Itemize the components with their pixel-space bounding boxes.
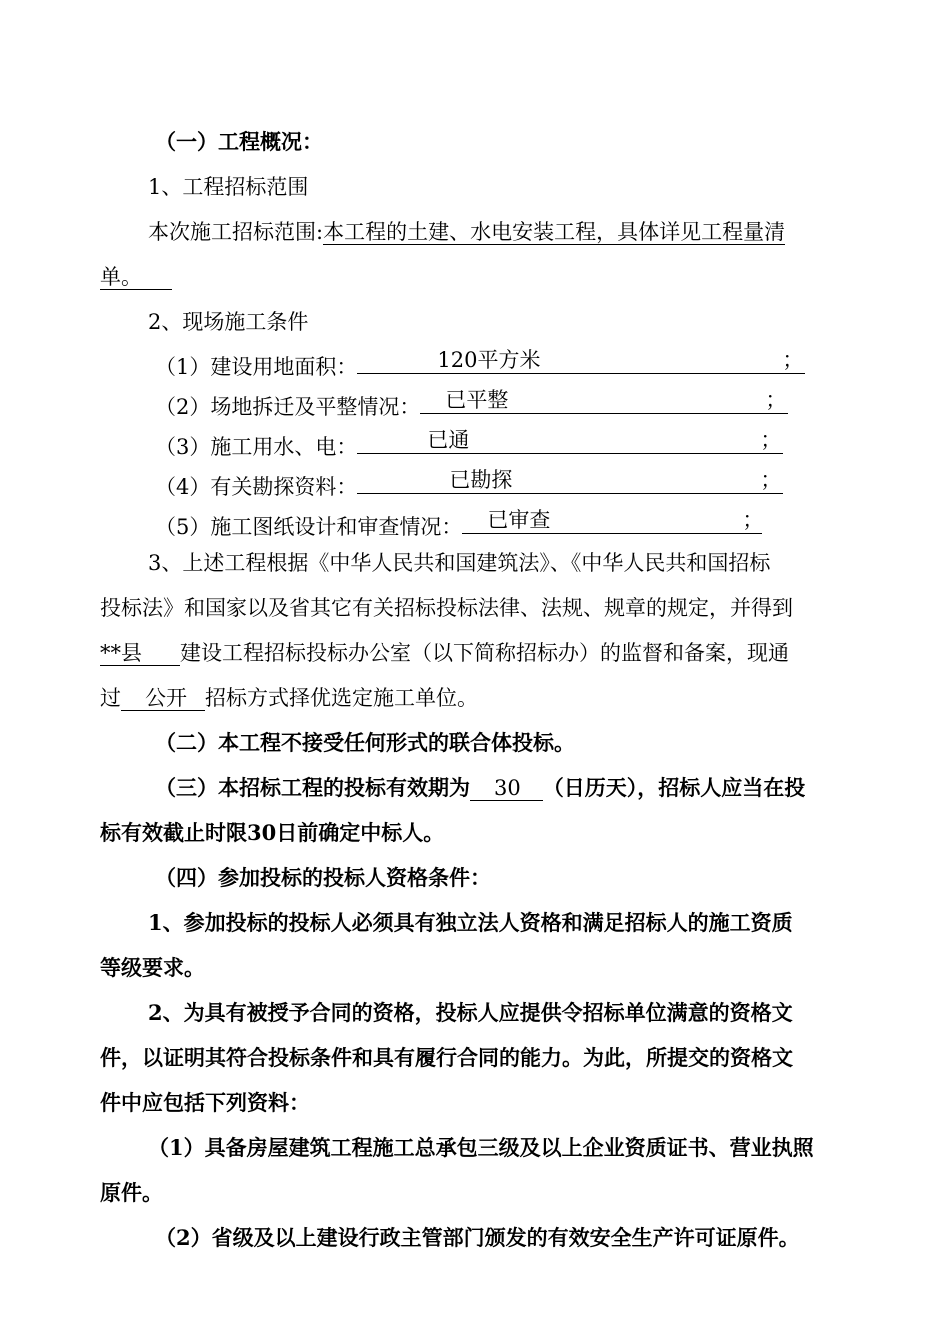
- qualification-2-line-3: 件中应包括下列资料：: [100, 1090, 310, 1115]
- scope-item-title: 1、工程招标范围: [148, 175, 309, 199]
- qualification-1-line-1: 1、参加投标的投标人必须具有独立法人资格和满足招标人的施工资质: [148, 910, 793, 935]
- section-3-line-1: [155, 773, 915, 803]
- legal-basis-line-4: [100, 683, 860, 713]
- condition-row-3: [155, 427, 915, 462]
- condition-value: 已勘探: [449, 468, 513, 492]
- validity-days: 30: [470, 776, 543, 801]
- condition-blank: [357, 427, 783, 454]
- scope-value: 本工程的土建、水电安装工程，具体详见工程量清: [323, 220, 786, 244]
- condition-value: 已审查: [487, 508, 551, 532]
- scope-prefix: 本次施工招标范围:: [148, 220, 324, 244]
- requirement-1-line-1: （1）具备房屋建筑工程施工总承包三级及以上企业资质证书、营业执照: [148, 1135, 814, 1160]
- scope-line-2: [100, 262, 860, 292]
- qualification-2-line-1: 2、为具有被授予合同的资格，投标人应提供令招标单位满意的资格文: [148, 1000, 793, 1025]
- condition-label: （1）建设用地面积：: [155, 355, 358, 379]
- legal-basis-rest: 建设工程招标投标办公室（以下简称招标办）的监督和备案，现通: [180, 641, 789, 665]
- condition-end: ；: [742, 508, 764, 532]
- condition-end: ；: [760, 468, 782, 492]
- condition-end: ；: [760, 428, 782, 452]
- condition-row-4: [155, 467, 915, 502]
- site-conditions-title: 2、现场施工条件: [148, 310, 309, 334]
- condition-label: （3）施工用水、电：: [155, 435, 358, 459]
- condition-end: ；: [782, 348, 804, 372]
- validity-prefix: （三）本招标工程的投标有效期为: [155, 775, 470, 800]
- legal-basis-line-1: 3、上述工程根据《中华人民共和国建筑法》、《中华人民共和国招标: [148, 551, 771, 575]
- condition-blank: [357, 347, 805, 374]
- legal-basis-prefix: 过: [100, 686, 121, 710]
- scope-line-1: [148, 217, 908, 247]
- qualification-2-line-2: 件，以证明其符合投标条件和具有履行合同的能力。为此，所提交的资格文: [100, 1045, 793, 1070]
- condition-label: （4）有关勘探资料：: [155, 475, 358, 499]
- legal-basis-line-3: [100, 638, 860, 668]
- condition-value: 120平方米: [437, 348, 541, 372]
- county-blank: **县: [100, 641, 180, 666]
- qualification-1-line-2: 等级要求。: [100, 955, 205, 980]
- condition-blank: [420, 387, 788, 414]
- condition-row-2: [155, 387, 915, 422]
- condition-blank: [462, 507, 762, 534]
- validity-rest: （日历天），招标人应当在投: [542, 775, 806, 800]
- legal-basis-method-rest: 招标方式择优选定施工单位。: [205, 686, 478, 710]
- requirement-1-line-2: 原件。: [100, 1180, 163, 1205]
- condition-label: （5）施工图纸设计和审查情况：: [155, 515, 463, 539]
- condition-label: （2）场地拆迁及平整情况：: [155, 395, 421, 419]
- section-2-heading: （二）本工程不接受任何形式的联合体投标。: [155, 730, 575, 755]
- section-4-heading: （四）参加投标的投标人资格条件：: [155, 865, 491, 890]
- condition-end: ；: [765, 388, 787, 412]
- legal-basis-line-2: 投标法》和国家以及省其它有关招标投标法律、法规、规章的规定，并得到: [100, 596, 793, 620]
- condition-value: 已平整: [445, 388, 509, 412]
- condition-blank: [357, 467, 783, 494]
- section-1-heading: （一）工程概况：: [155, 129, 323, 154]
- condition-row-5: [155, 507, 915, 542]
- section-3-line-2: 标有效截止时限30日前确定中标人。: [100, 820, 445, 845]
- scope-value-cont: 单。: [100, 265, 172, 290]
- requirement-2-line-1: （2）省级及以上建设行政主管部门颁发的有效安全生产许可证原件。: [155, 1225, 800, 1250]
- method-blank: 公开: [121, 686, 205, 711]
- condition-value: 已通: [427, 428, 470, 452]
- condition-row-1: [155, 347, 915, 382]
